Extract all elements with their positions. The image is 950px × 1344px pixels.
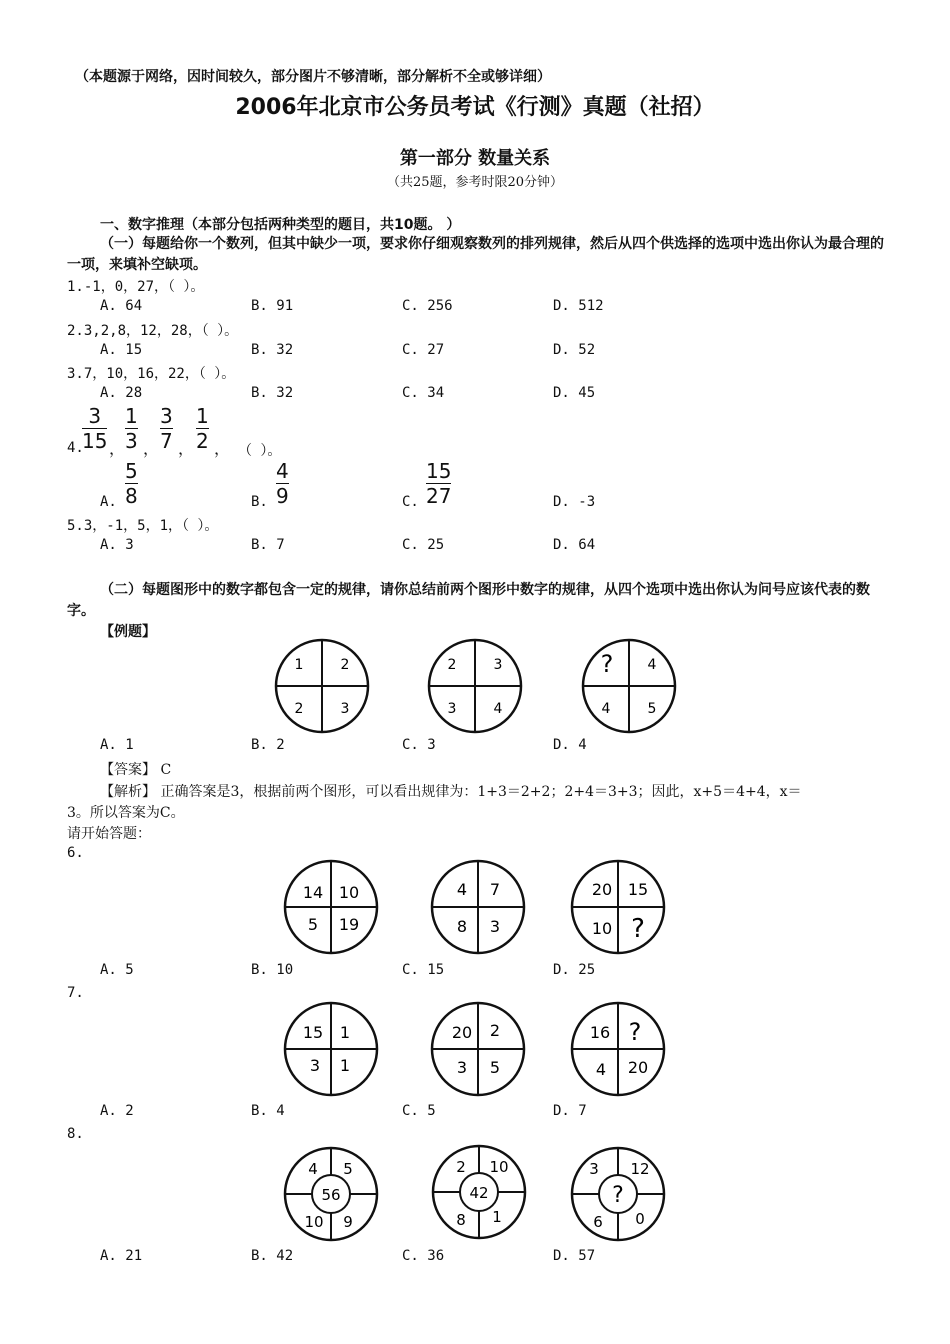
q5-option-c: C. 25 <box>402 537 445 553</box>
q6-circle-2 <box>432 861 524 953</box>
q7-figures <box>0 997 950 1103</box>
q1-option-d: D. 512 <box>553 298 604 314</box>
question-7-number: 7. <box>67 985 84 1001</box>
q1-option-b: B. 91 <box>251 298 294 314</box>
q4-option-b-fraction <box>276 460 289 507</box>
q6-circle-3 <box>572 861 664 953</box>
q4-fraction-2 <box>125 405 138 452</box>
cell-top-left: 2 <box>447 657 457 673</box>
cell-bottom-left: 4 <box>601 701 611 717</box>
q4-fraction-3-den: 7 <box>160 429 173 453</box>
q8-circle-2 <box>433 1146 525 1238</box>
q1-option-a: A. 64 <box>100 298 143 314</box>
example-answer <box>100 759 171 779</box>
cell-bottom-left: 5 <box>307 915 319 934</box>
part-subtitle: （共25题，参考时限20分钟） <box>386 175 564 190</box>
q4-option-d <box>553 494 595 510</box>
q4-blank: （ ）。 <box>238 443 282 459</box>
q2-option-c: C. 27 <box>402 342 445 358</box>
cell-top-right: 7 <box>489 880 501 899</box>
q8-option-b: B. 42 <box>251 1248 294 1264</box>
cell-top-right: ? <box>628 1018 642 1046</box>
cell-bottom-right: 20 <box>627 1058 649 1077</box>
question-8-number: 8. <box>67 1126 84 1142</box>
cell-center: 56 <box>321 1186 341 1204</box>
q4-option-c-num: 15 <box>426 459 452 483</box>
q8-circle-1 <box>285 1148 377 1240</box>
q4-fraction-4-num: 1 <box>196 404 209 428</box>
q4-fraction-2-den: 3 <box>125 429 138 453</box>
q4-comma: ， <box>143 439 160 458</box>
q3-option-c: C. 34 <box>402 385 445 401</box>
cell-top-right: 10 <box>489 1158 509 1176</box>
cell-bottom-left: 6 <box>593 1213 603 1231</box>
q1-option-c: C. 256 <box>402 298 453 314</box>
q6-option-a: A. 5 <box>100 962 134 978</box>
cell-bottom-right: 3 <box>489 917 501 936</box>
cell-top-left: 3 <box>589 1160 599 1178</box>
instruction-one: （一）每题给你一个数列，但其中缺少一项，要求你仔细观察数列的排列规律，然后从四个供选择的选项中选出你认为最合理的一项，来填补空缺项。 <box>67 236 884 273</box>
q4-fraction-4-den: 2 <box>196 429 209 453</box>
q6-option-b: B. 10 <box>251 962 294 978</box>
cell-top-left: 15 <box>302 1023 324 1042</box>
q4-option-b-label: B. <box>251 494 268 510</box>
cell-bottom-left: 8 <box>456 917 468 936</box>
cell-top-left: 4 <box>456 880 468 899</box>
cell-bottom-right: 19 <box>338 915 360 934</box>
cell-top-left: 16 <box>589 1023 611 1042</box>
cell-bottom-left: 3 <box>309 1056 321 1075</box>
example-circle-2 <box>429 640 521 732</box>
q5-option-a: A. 3 <box>100 537 134 553</box>
cell-bottom-right: 1 <box>492 1208 502 1226</box>
q8-option-d: D. 57 <box>553 1248 596 1264</box>
q4-fraction-4 <box>196 405 209 452</box>
example-explanation-cont: 3。所以答案为C。 <box>67 805 185 821</box>
q4-fraction-1-den: 15 <box>82 429 108 453</box>
q8-circle-3 <box>572 1148 664 1240</box>
cell-bottom-right: 5 <box>489 1058 501 1077</box>
start-answering: 请开始答题： <box>67 826 151 842</box>
cell-top-left: ? <box>600 650 614 678</box>
q4-option-b-den: 9 <box>276 484 289 508</box>
question-3: 3.7，10，16，22，（ ）。 <box>67 366 236 382</box>
q3-option-b: B. 32 <box>251 385 294 401</box>
answer-label: 【答案】 <box>100 762 156 778</box>
cell-top-right: 12 <box>630 1160 650 1178</box>
q4-option-b-num: 4 <box>276 459 289 483</box>
q4-option-a-num: 5 <box>125 459 138 483</box>
q3-option-a: A. 28 <box>100 385 143 401</box>
cell-bottom-left: 8 <box>456 1211 466 1229</box>
example-option-a: A. 1 <box>100 737 134 753</box>
example-option-b: B. 2 <box>251 737 285 753</box>
cell-bottom-left: 10 <box>304 1213 324 1231</box>
q4-option-c-label: C. <box>402 494 419 510</box>
q7-circle-1 <box>285 1003 377 1095</box>
section-heading: 一、数字推理（本部分包括两种类型的题目，共10题。 ） <box>100 217 461 233</box>
q8-option-c: C. 36 <box>402 1248 445 1264</box>
cell-center: ? <box>612 1183 624 1208</box>
source-note: （本题源于网络，因时间较久，部分图片不够清晰，部分解析不全或够详细） <box>75 69 551 85</box>
q4-comma: ， <box>214 439 231 458</box>
explanation-label: 【解析】 <box>100 784 156 800</box>
question-5: 5.3，-1，5，1，（ ）。 <box>67 518 219 534</box>
q7-circle-2 <box>432 1003 524 1095</box>
cell-top-left: 20 <box>591 880 613 899</box>
q5-option-b: B. 7 <box>251 537 285 553</box>
q4-fraction-3-num: 3 <box>160 404 173 428</box>
cell-top-right: 2 <box>489 1021 501 1040</box>
cell-top-right: 4 <box>647 657 657 673</box>
q7-circle-3 <box>572 1003 664 1095</box>
q4-fraction-1 <box>82 405 107 452</box>
cell-center: 42 <box>469 1184 489 1202</box>
q7-option-c: C. 5 <box>402 1103 436 1119</box>
question-2: 2.3,2,8，12，28，（ ）。 <box>67 323 239 339</box>
q4-option-a-fraction <box>125 460 138 507</box>
cell-bottom-right: 9 <box>343 1213 353 1231</box>
q4-fraction-3 <box>160 405 173 452</box>
cell-top-right: 15 <box>627 880 649 899</box>
q4-option-a-label: A. <box>100 494 117 510</box>
example-label: 【例题】 <box>100 624 156 640</box>
question-4-number: 4. <box>67 440 84 456</box>
cell-bottom-left: 3 <box>447 701 457 717</box>
q4-fraction-1-num: 3 <box>88 404 102 428</box>
example-circle-3 <box>583 640 675 732</box>
cell-top-right: 10 <box>338 883 360 902</box>
cell-bottom-right: ? <box>631 914 645 944</box>
q6-circle-1 <box>285 861 377 953</box>
question-1: 1.-1，0，27，（ ）。 <box>67 279 205 295</box>
example-option-d: D. 4 <box>553 737 587 753</box>
cell-bottom-right: 4 <box>493 701 503 717</box>
cell-top-left: 20 <box>451 1023 473 1042</box>
q4-option-a-den: 8 <box>125 484 138 508</box>
cell-bottom-left: 3 <box>456 1058 468 1077</box>
explanation-text: 正确答案是3，根据前两个图形，可以看出规律为：1+3＝2+2；2+4＝3+3；因此，x+5＝4+4，x＝ <box>160 784 802 800</box>
q4-comma: ， <box>109 439 126 458</box>
cell-top-right: 2 <box>340 657 350 673</box>
part-title: 第一部分 数量关系 <box>399 148 551 169</box>
q7-option-d: D. 7 <box>553 1103 587 1119</box>
q7-option-a: A. 2 <box>100 1103 134 1119</box>
example-explanation <box>100 781 802 801</box>
cell-bottom-left: 4 <box>595 1060 607 1079</box>
q2-option-a: A. 15 <box>100 342 143 358</box>
answer-value: C <box>160 762 172 778</box>
cell-bottom-right: 5 <box>647 701 657 717</box>
q4-comma: ， <box>178 439 195 458</box>
cell-top-left: 4 <box>308 1160 318 1178</box>
q7-option-b: B. 4 <box>251 1103 285 1119</box>
cell-top-left: 2 <box>456 1158 466 1176</box>
q4-option-d-label: D. <box>553 494 570 510</box>
q6-option-c: C. 15 <box>402 962 445 978</box>
cell-bottom-right: 1 <box>339 1056 351 1075</box>
q5-option-d: D. 64 <box>553 537 596 553</box>
question-6-number: 6. <box>67 845 84 861</box>
q6-option-d: D. 25 <box>553 962 596 978</box>
cell-top-right: 1 <box>339 1023 351 1042</box>
q8-figures <box>0 1140 950 1246</box>
instruction-two: （二）每题图形中的数字都包含一定的规律，请你总结前两个图形中数字的规律，从四个选项中选出你认为问号应该代表的数字。 <box>67 582 870 619</box>
q2-option-d: D. 52 <box>553 342 596 358</box>
cell-bottom-left: 10 <box>591 919 613 938</box>
cell-top-left: 14 <box>302 883 324 902</box>
cell-bottom-right: 3 <box>340 701 350 717</box>
example-figures <box>0 635 950 740</box>
cell-top-right: 3 <box>493 657 503 673</box>
q2-option-b: B. 32 <box>251 342 294 358</box>
cell-bottom-right: 0 <box>635 1210 645 1228</box>
q4-fraction-2-num: 1 <box>125 404 138 428</box>
cell-top-left: 1 <box>294 657 304 673</box>
q4-option-c-fraction <box>426 460 451 507</box>
cell-bottom-left: 2 <box>294 701 304 717</box>
q8-option-a: A. 21 <box>100 1248 143 1264</box>
q3-option-d: D. 45 <box>553 385 596 401</box>
example-option-c: C. 3 <box>402 737 436 753</box>
q4-option-c-den: 27 <box>426 484 452 508</box>
cell-top-right: 5 <box>343 1160 353 1178</box>
example-circle-1 <box>276 640 368 732</box>
q4-option-d-value: -3 <box>578 494 596 510</box>
q6-figures <box>0 856 950 962</box>
page-title: 2006年北京市公务员考试《行测》真题（社招） <box>235 95 715 120</box>
